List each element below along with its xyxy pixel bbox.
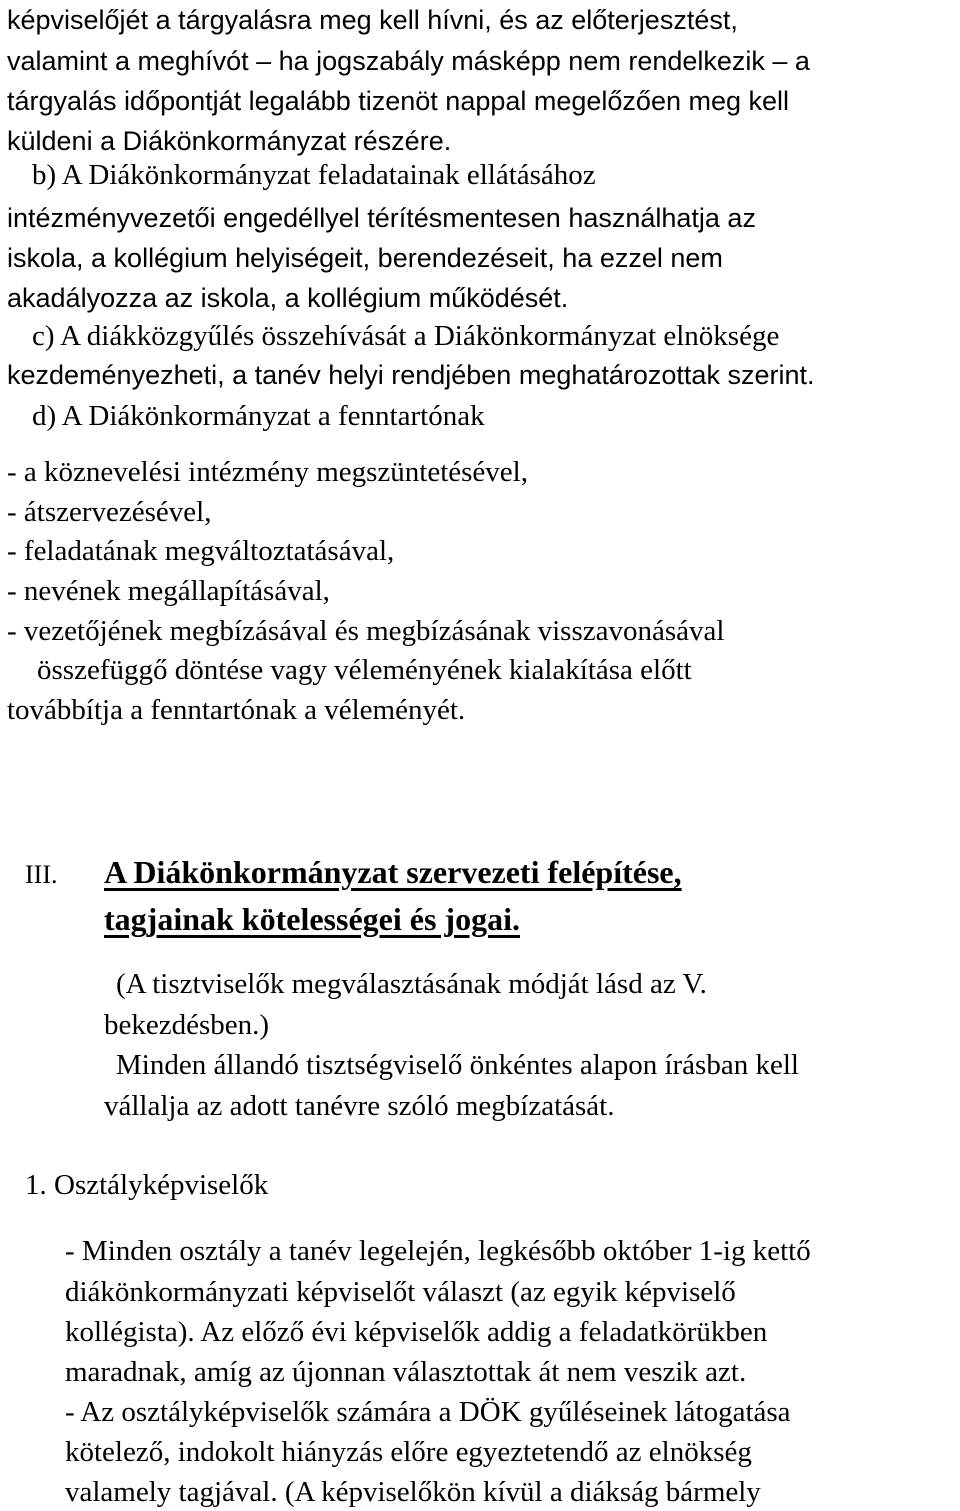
section-title: tagjainak kötelességei és jogai.	[104, 901, 520, 937]
list-item: - feladatának megváltoztatásával,	[7, 535, 395, 567]
subsection-line: - Az osztályképviselők számára a DÖK gyűléseinek látogatása	[65, 1396, 791, 1428]
subsection-line: kötelező, indokolt hiányzás előre egyeztetendő az elnökség	[65, 1436, 752, 1468]
paragraph-b-lead: b) A Diákönkormányzat feladatainak ellátásához	[32, 159, 596, 191]
paragraph-d-tail: összefüggő döntése vagy véleményének kialakítása előtt	[37, 654, 692, 686]
paragraph-a-line: küldeni a Diákönkormányzat részére.	[7, 126, 452, 156]
paragraph-b-line: akadályozza az iskola, a kollégium működését.	[7, 283, 569, 313]
section-intro: Minden állandó tisztségviselő önkéntes alapon írásban kell	[116, 1049, 799, 1081]
paragraph-a-line: valamint a meghívót – ha jogszabály másképp nem rendelkezik – a	[7, 46, 810, 76]
section-intro: vállalja az adott tanévre szóló megbízatását.	[104, 1090, 615, 1122]
subsection-title: 1. Osztályképviselők	[25, 1169, 269, 1201]
section-note: bekezdésben.)	[104, 1009, 270, 1041]
subsection-line: diákönkormányzati képviselőt választ (az egyik képviselő	[65, 1276, 736, 1308]
subsection-line: maradnak, amíg az újonnan választottak át nem veszik azt.	[65, 1356, 747, 1388]
list-item: - a köznevelési intézmény megszüntetésével,	[7, 456, 528, 488]
list-item: - vezetőjének megbízásával és megbízásának visszavonásával	[7, 615, 725, 647]
section-note: (A tisztviselők megválasztásának módját lásd az V.	[116, 968, 707, 1000]
paragraph-c-lead: c) A diákközgyűlés összehívását a Diákönkormányzat elnöksége	[32, 320, 780, 352]
section-number: III.	[25, 860, 58, 889]
paragraph-c-line: kezdeményezheti, a tanév helyi rendjében meghatározottak szerint.	[7, 360, 815, 390]
paragraph-d-tail: továbbítja a fenntartónak a véleményét.	[7, 694, 466, 726]
paragraph-a-line: képviselőjét a tárgyalásra meg kell hívni, és az előterjesztést,	[7, 5, 738, 35]
paragraph-d-lead: d) A Diákönkormányzat a fenntartónak	[32, 400, 485, 432]
subsection-line: kollégista). Az előző évi képviselők addig a feladatkörükben	[65, 1316, 768, 1348]
list-item: - nevének megállapításával,	[7, 575, 330, 607]
subsection-line: - Minden osztály a tanév legelején, legkésőbb október 1-ig kettő	[65, 1235, 811, 1267]
paragraph-a-line: tárgyalás időpontját legalább tizenöt nappal megelőzően meg kell	[7, 86, 790, 116]
section-title: A Diákönkormányzat szervezeti felépítése,	[104, 854, 682, 890]
subsection-line: valamely tagjával. (A képviselőkön kívül a diákság bármely	[65, 1476, 761, 1508]
paragraph-b-line: intézményvezetői engedéllyel térítésmentesen használhatja az	[7, 203, 756, 233]
list-item: - átszervezésével,	[7, 496, 212, 528]
paragraph-b-line: iskola, a kollégium helyiségeit, berendezéseit, ha ezzel nem	[7, 243, 723, 273]
